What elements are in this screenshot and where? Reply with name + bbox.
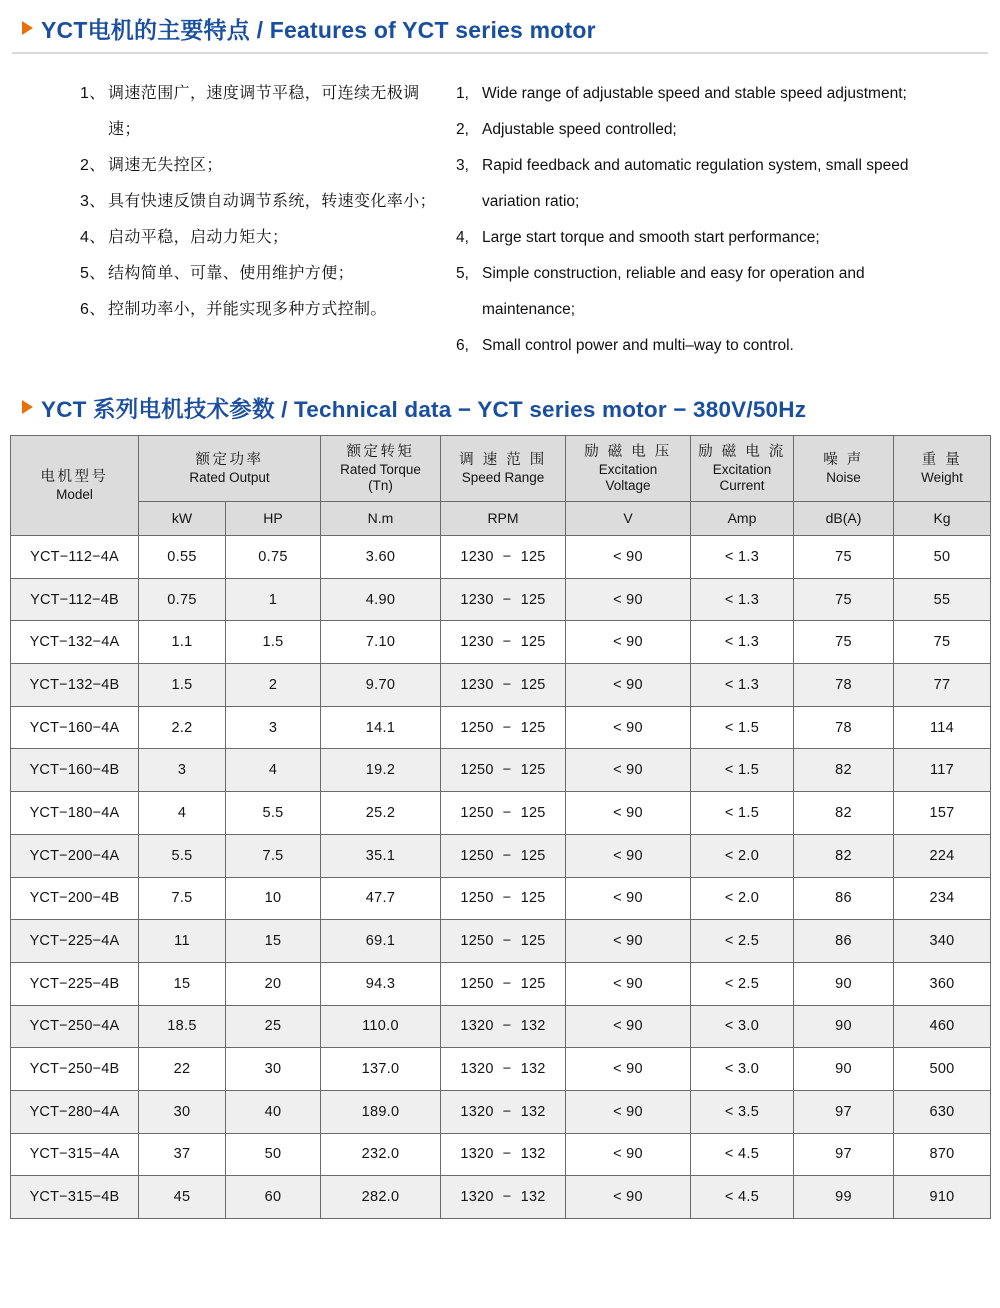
cell-noise: 99 [794,1176,894,1219]
range-max: 125 [520,719,546,736]
cell-excitation-voltage: < 90 [566,706,691,749]
feature-item-en [456,220,944,256]
range-dash-separator: − [502,933,512,950]
cell-kw: 15 [139,962,226,1005]
range-min: 1250 [460,719,494,736]
table-row [11,578,991,621]
range-dash-separator: − [502,847,512,864]
cell-weight: 75 [894,621,991,664]
header-speed-range-cn: 调 速 范 围 [459,451,547,468]
unit-v: V [566,502,691,536]
feature-item-cn [80,184,444,220]
cell-kw: 45 [139,1176,226,1219]
cell-noise: 90 [794,1005,894,1048]
range-max: 125 [520,890,546,907]
spec-table-head [11,436,991,536]
cell-model: YCT−112−4A [11,536,139,579]
header-rated-output-en: Rated Output [189,469,270,485]
cell-kw: 30 [139,1090,226,1133]
range-min: 1230 [460,591,494,608]
cell-weight: 460 [894,1005,991,1048]
table-row [11,621,991,664]
feature-text: Wide range of adjustable speed and stable speed adjustment; [482,85,907,102]
header-excitation-current-en: Excitation [712,461,772,477]
range-max: 132 [520,1061,546,1078]
table-row [11,749,991,792]
cell-excitation-current: < 2.5 [691,962,794,1005]
cell-weight: 77 [894,664,991,707]
cell-model: YCT−200−4A [11,834,139,877]
range-dash-separator: − [502,548,512,565]
cell-torque: 232.0 [321,1133,441,1176]
table-row [11,1176,991,1219]
cell-kw: 5.5 [139,834,226,877]
feature-text: Simple construction, reliable and easy for operation and maintenance; [482,265,865,318]
cell-excitation-current: < 3.5 [691,1090,794,1133]
header-excitation-voltage-cn: 励 磁 电 压 [584,443,672,460]
cell-weight: 55 [894,578,991,621]
cell-kw: 18.5 [139,1005,226,1048]
header-row-primary [11,436,991,502]
cell-excitation-voltage: < 90 [566,1048,691,1091]
header-noise-en: Noise [826,469,861,485]
range-dash-separator: − [502,890,512,907]
feature-marker: 2, [456,121,469,138]
cell-torque: 4.90 [321,578,441,621]
cell-excitation-voltage: < 90 [566,1133,691,1176]
header-excitation-current-en2: Current [719,477,765,493]
cell-noise: 90 [794,1048,894,1091]
cell-excitation-voltage: < 90 [566,920,691,963]
feature-text: Small control power and multi–way to control. [482,337,794,354]
cell-noise: 75 [794,578,894,621]
cell-noise: 75 [794,621,894,664]
range-dash-separator: − [502,1061,512,1078]
cell-excitation-current: < 2.5 [691,920,794,963]
cell-torque: 282.0 [321,1176,441,1219]
table-row [11,877,991,920]
feature-marker: 2、 [80,157,106,174]
header-weight-en: Weight [921,469,963,485]
cell-hp: 1.5 [226,621,321,664]
spec-table [10,435,991,1219]
cell-excitation-current: < 1.5 [691,706,794,749]
table-row [11,664,991,707]
range-min: 1230 [460,676,494,693]
range-min: 1250 [460,847,494,864]
cell-hp: 60 [226,1176,321,1219]
features-english-column [444,76,944,364]
feature-marker: 4, [456,229,469,246]
features-columns [0,54,1000,364]
cell-speed-range [441,1005,566,1048]
range-dash-separator: − [502,1103,512,1120]
cell-model: YCT−280−4A [11,1090,139,1133]
cell-excitation-voltage: < 90 [566,792,691,835]
range-dash-separator: − [502,975,512,992]
cell-torque: 14.1 [321,706,441,749]
cell-model: YCT−225−4B [11,962,139,1005]
cell-model: YCT−180−4A [11,792,139,835]
cell-excitation-current: < 1.5 [691,792,794,835]
feature-text: 启动平稳，启动力矩大； [108,229,289,246]
feature-text: Large start torque and smooth start performance; [482,229,820,246]
cell-noise: 82 [794,834,894,877]
cell-excitation-current: < 1.3 [691,536,794,579]
unit-dba: dB(A) [794,502,894,536]
range-dash-separator: − [502,634,512,651]
cell-model: YCT−200−4B [11,877,139,920]
feature-marker: 1、 [80,85,106,102]
header-speed-range [441,436,566,502]
range-min: 1320 [460,1103,494,1120]
cell-hp: 10 [226,877,321,920]
feature-marker: 5, [456,265,469,282]
cell-speed-range [441,536,566,579]
feature-text: Adjustable speed controlled; [482,121,677,138]
spec-table-body [11,536,991,1219]
cell-speed-range [441,1048,566,1091]
cell-speed-range [441,1176,566,1219]
feature-item-en [456,112,944,148]
feature-item-en [456,148,944,220]
cell-excitation-current: < 4.5 [691,1176,794,1219]
cell-speed-range [441,920,566,963]
cell-hp: 25 [226,1005,321,1048]
cell-speed-range [441,834,566,877]
feature-text: 控制功率小，并能实现多种方式控制。 [108,301,387,318]
range-dash-separator: − [502,676,512,693]
range-dash-separator: − [502,719,512,736]
cell-model: YCT−160−4A [11,706,139,749]
unit-hp: HP [226,502,321,536]
header-model-en: Model [56,486,93,502]
feature-text: Rapid feedback and automatic regulation system, small speed variation ratio; [482,157,909,210]
cell-noise: 97 [794,1090,894,1133]
feature-item-cn [80,148,444,184]
cell-torque: 25.2 [321,792,441,835]
cell-speed-range [441,706,566,749]
spec-table-container [0,424,1000,1219]
table-row [11,536,991,579]
range-max: 125 [520,548,546,565]
cell-model: YCT−112−4B [11,578,139,621]
cell-weight: 630 [894,1090,991,1133]
header-noise-cn: 噪 声 [823,451,864,468]
feature-item-cn [80,256,444,292]
cell-excitation-voltage: < 90 [566,536,691,579]
cell-hp: 7.5 [226,834,321,877]
cell-torque: 9.70 [321,664,441,707]
cell-noise: 86 [794,877,894,920]
cell-model: YCT−250−4B [11,1048,139,1091]
range-dash-separator: − [502,1189,512,1206]
cell-torque: 19.2 [321,749,441,792]
cell-torque: 189.0 [321,1090,441,1133]
cell-torque: 35.1 [321,834,441,877]
range-max: 132 [520,1018,546,1035]
range-max: 125 [520,762,546,779]
feature-item-en [456,76,944,112]
cell-speed-range [441,962,566,1005]
header-excitation-voltage [566,436,691,502]
feature-marker: 6、 [80,301,106,318]
cell-weight: 157 [894,792,991,835]
cell-hp: 4 [226,749,321,792]
cell-hp: 15 [226,920,321,963]
feature-marker: 1, [456,85,469,102]
range-dash-separator: − [502,762,512,779]
header-excitation-voltage-en2: Voltage [605,477,651,493]
cell-hp: 2 [226,664,321,707]
cell-speed-range [441,749,566,792]
range-min: 1320 [460,1146,494,1163]
features-heading-row [0,12,1000,45]
triangle-bullet-icon [22,21,33,35]
cell-torque: 47.7 [321,877,441,920]
range-min: 1230 [460,548,494,565]
range-max: 125 [520,847,546,864]
table-row [11,1048,991,1091]
cell-hp: 1 [226,578,321,621]
cell-model: YCT−315−4B [11,1176,139,1219]
feature-marker: 3, [456,157,469,174]
feature-text: 结构简单、可靠、使用维护方便； [108,265,355,282]
cell-excitation-voltage: < 90 [566,664,691,707]
cell-weight: 340 [894,920,991,963]
cell-speed-range [441,578,566,621]
cell-weight: 910 [894,1176,991,1219]
cell-hp: 30 [226,1048,321,1091]
unit-amp: Amp [691,502,794,536]
header-row-units [11,502,991,536]
range-dash-separator: − [502,804,512,821]
range-max: 125 [520,591,546,608]
features-heading-text: YCT电机的主要特点 / Features of YCT series motor [41,17,596,43]
range-min: 1250 [460,804,494,821]
range-dash-separator: − [502,1018,512,1035]
cell-kw: 0.75 [139,578,226,621]
cell-excitation-voltage: < 90 [566,1176,691,1219]
cell-hp: 50 [226,1133,321,1176]
unit-nm: N.m [321,502,441,536]
range-max: 125 [520,676,546,693]
range-min: 1250 [460,975,494,992]
cell-noise: 82 [794,749,894,792]
cell-speed-range [441,664,566,707]
cell-excitation-current: < 3.0 [691,1005,794,1048]
cell-model: YCT−160−4B [11,749,139,792]
cell-speed-range [441,1090,566,1133]
header-weight-cn: 重 量 [921,451,963,468]
unit-kg: Kg [894,502,991,536]
cell-weight: 224 [894,834,991,877]
feature-item-cn [80,220,444,256]
header-rated-output [139,436,321,502]
table-row [11,792,991,835]
cell-excitation-voltage: < 90 [566,749,691,792]
feature-text: 调速无失控区； [108,157,223,174]
cell-excitation-voltage: < 90 [566,877,691,920]
range-min: 1250 [460,933,494,950]
feature-text: 调速范围广，速度调节平稳，可连续无极调速； [108,85,420,138]
cell-torque: 137.0 [321,1048,441,1091]
triangle-bullet-icon [22,400,33,414]
header-rated-output-cn: 额定功率 [195,451,264,468]
table-row [11,1133,991,1176]
feature-marker: 3、 [80,193,106,210]
range-dash-separator: − [502,1146,512,1163]
header-rated-torque-en: Rated Torque [340,461,421,477]
cell-weight: 870 [894,1133,991,1176]
range-min: 1230 [460,634,494,651]
features-section-header [0,0,1000,54]
cell-torque: 7.10 [321,621,441,664]
range-min: 1320 [460,1018,494,1035]
cell-noise: 82 [794,792,894,835]
range-min: 1320 [460,1189,494,1206]
header-model [11,436,139,536]
feature-item-cn [80,292,444,328]
feature-marker: 5、 [80,265,106,282]
header-excitation-current [691,436,794,502]
cell-hp: 5.5 [226,792,321,835]
table-row [11,706,991,749]
table-row [11,962,991,1005]
cell-speed-range [441,1133,566,1176]
feature-text: 具有快速反馈自动调节系统，转速变化率小； [108,193,437,210]
cell-excitation-voltage: < 90 [566,1090,691,1133]
cell-kw: 1.1 [139,621,226,664]
technical-heading-row [0,392,1000,424]
cell-excitation-voltage: < 90 [566,578,691,621]
cell-excitation-voltage: < 90 [566,962,691,1005]
range-max: 125 [520,804,546,821]
unit-rpm: RPM [441,502,566,536]
range-min: 1250 [460,890,494,907]
cell-excitation-current: < 4.5 [691,1133,794,1176]
cell-speed-range [441,877,566,920]
cell-hp: 0.75 [226,536,321,579]
cell-noise: 97 [794,1133,894,1176]
cell-kw: 2.2 [139,706,226,749]
cell-noise: 75 [794,536,894,579]
feature-item-cn [80,76,444,148]
cell-kw: 0.55 [139,536,226,579]
header-excitation-voltage-en: Excitation [598,461,658,477]
feature-item-en [456,256,944,328]
cell-kw: 1.5 [139,664,226,707]
table-row [11,920,991,963]
cell-excitation-current: < 1.3 [691,664,794,707]
cell-excitation-voltage: < 90 [566,1005,691,1048]
header-noise [794,436,894,502]
cell-excitation-voltage: < 90 [566,621,691,664]
header-model-cn: 电机型号 [40,468,109,485]
cell-excitation-current: < 1.5 [691,749,794,792]
cell-model: YCT−315−4A [11,1133,139,1176]
header-rated-torque [321,436,441,502]
cell-hp: 40 [226,1090,321,1133]
range-dash-separator: − [502,591,512,608]
cell-torque: 110.0 [321,1005,441,1048]
cell-weight: 360 [894,962,991,1005]
range-max: 132 [520,1146,546,1163]
cell-kw: 22 [139,1048,226,1091]
range-min: 1250 [460,762,494,779]
cell-noise: 90 [794,962,894,1005]
cell-noise: 86 [794,920,894,963]
feature-marker: 6, [456,337,469,354]
range-max: 132 [520,1103,546,1120]
cell-kw: 11 [139,920,226,963]
range-max: 125 [520,933,546,950]
cell-weight: 117 [894,749,991,792]
range-max: 132 [520,1189,546,1206]
header-weight [894,436,991,502]
cell-weight: 114 [894,706,991,749]
cell-weight: 50 [894,536,991,579]
cell-kw: 3 [139,749,226,792]
cell-excitation-current: < 1.3 [691,578,794,621]
cell-weight: 500 [894,1048,991,1091]
header-rated-torque-cn: 额定转矩 [346,443,415,460]
cell-noise: 78 [794,664,894,707]
technical-section-header [0,364,1000,424]
table-row [11,1090,991,1133]
cell-noise: 78 [794,706,894,749]
cell-excitation-voltage: < 90 [566,834,691,877]
feature-marker: 4、 [80,229,106,246]
cell-excitation-current: < 1.3 [691,621,794,664]
cell-model: YCT−132−4B [11,664,139,707]
header-excitation-current-cn: 励 磁 电 流 [698,443,786,460]
cell-kw: 4 [139,792,226,835]
cell-excitation-current: < 2.0 [691,877,794,920]
cell-speed-range [441,621,566,664]
range-max: 125 [520,975,546,992]
cell-torque: 3.60 [321,536,441,579]
header-rated-torque-en2: (Tn) [368,477,393,493]
cell-kw: 7.5 [139,877,226,920]
range-min: 1320 [460,1061,494,1078]
cell-torque: 69.1 [321,920,441,963]
cell-excitation-current: < 2.0 [691,834,794,877]
range-max: 125 [520,634,546,651]
cell-weight: 234 [894,877,991,920]
cell-hp: 20 [226,962,321,1005]
cell-model: YCT−132−4A [11,621,139,664]
technical-heading-text: YCT 系列电机技术参数 / Technical data − YCT series motor − 380V/50Hz [41,397,807,422]
feature-item-en [456,328,944,364]
cell-model: YCT−225−4A [11,920,139,963]
cell-model: YCT−250−4A [11,1005,139,1048]
table-row [11,1005,991,1048]
cell-kw: 37 [139,1133,226,1176]
features-chinese-column [14,76,444,364]
cell-speed-range [441,792,566,835]
cell-hp: 3 [226,706,321,749]
unit-kw: kW [139,502,226,536]
cell-excitation-current: < 3.0 [691,1048,794,1091]
cell-torque: 94.3 [321,962,441,1005]
table-row [11,834,991,877]
header-speed-range-en: Speed Range [461,469,545,485]
